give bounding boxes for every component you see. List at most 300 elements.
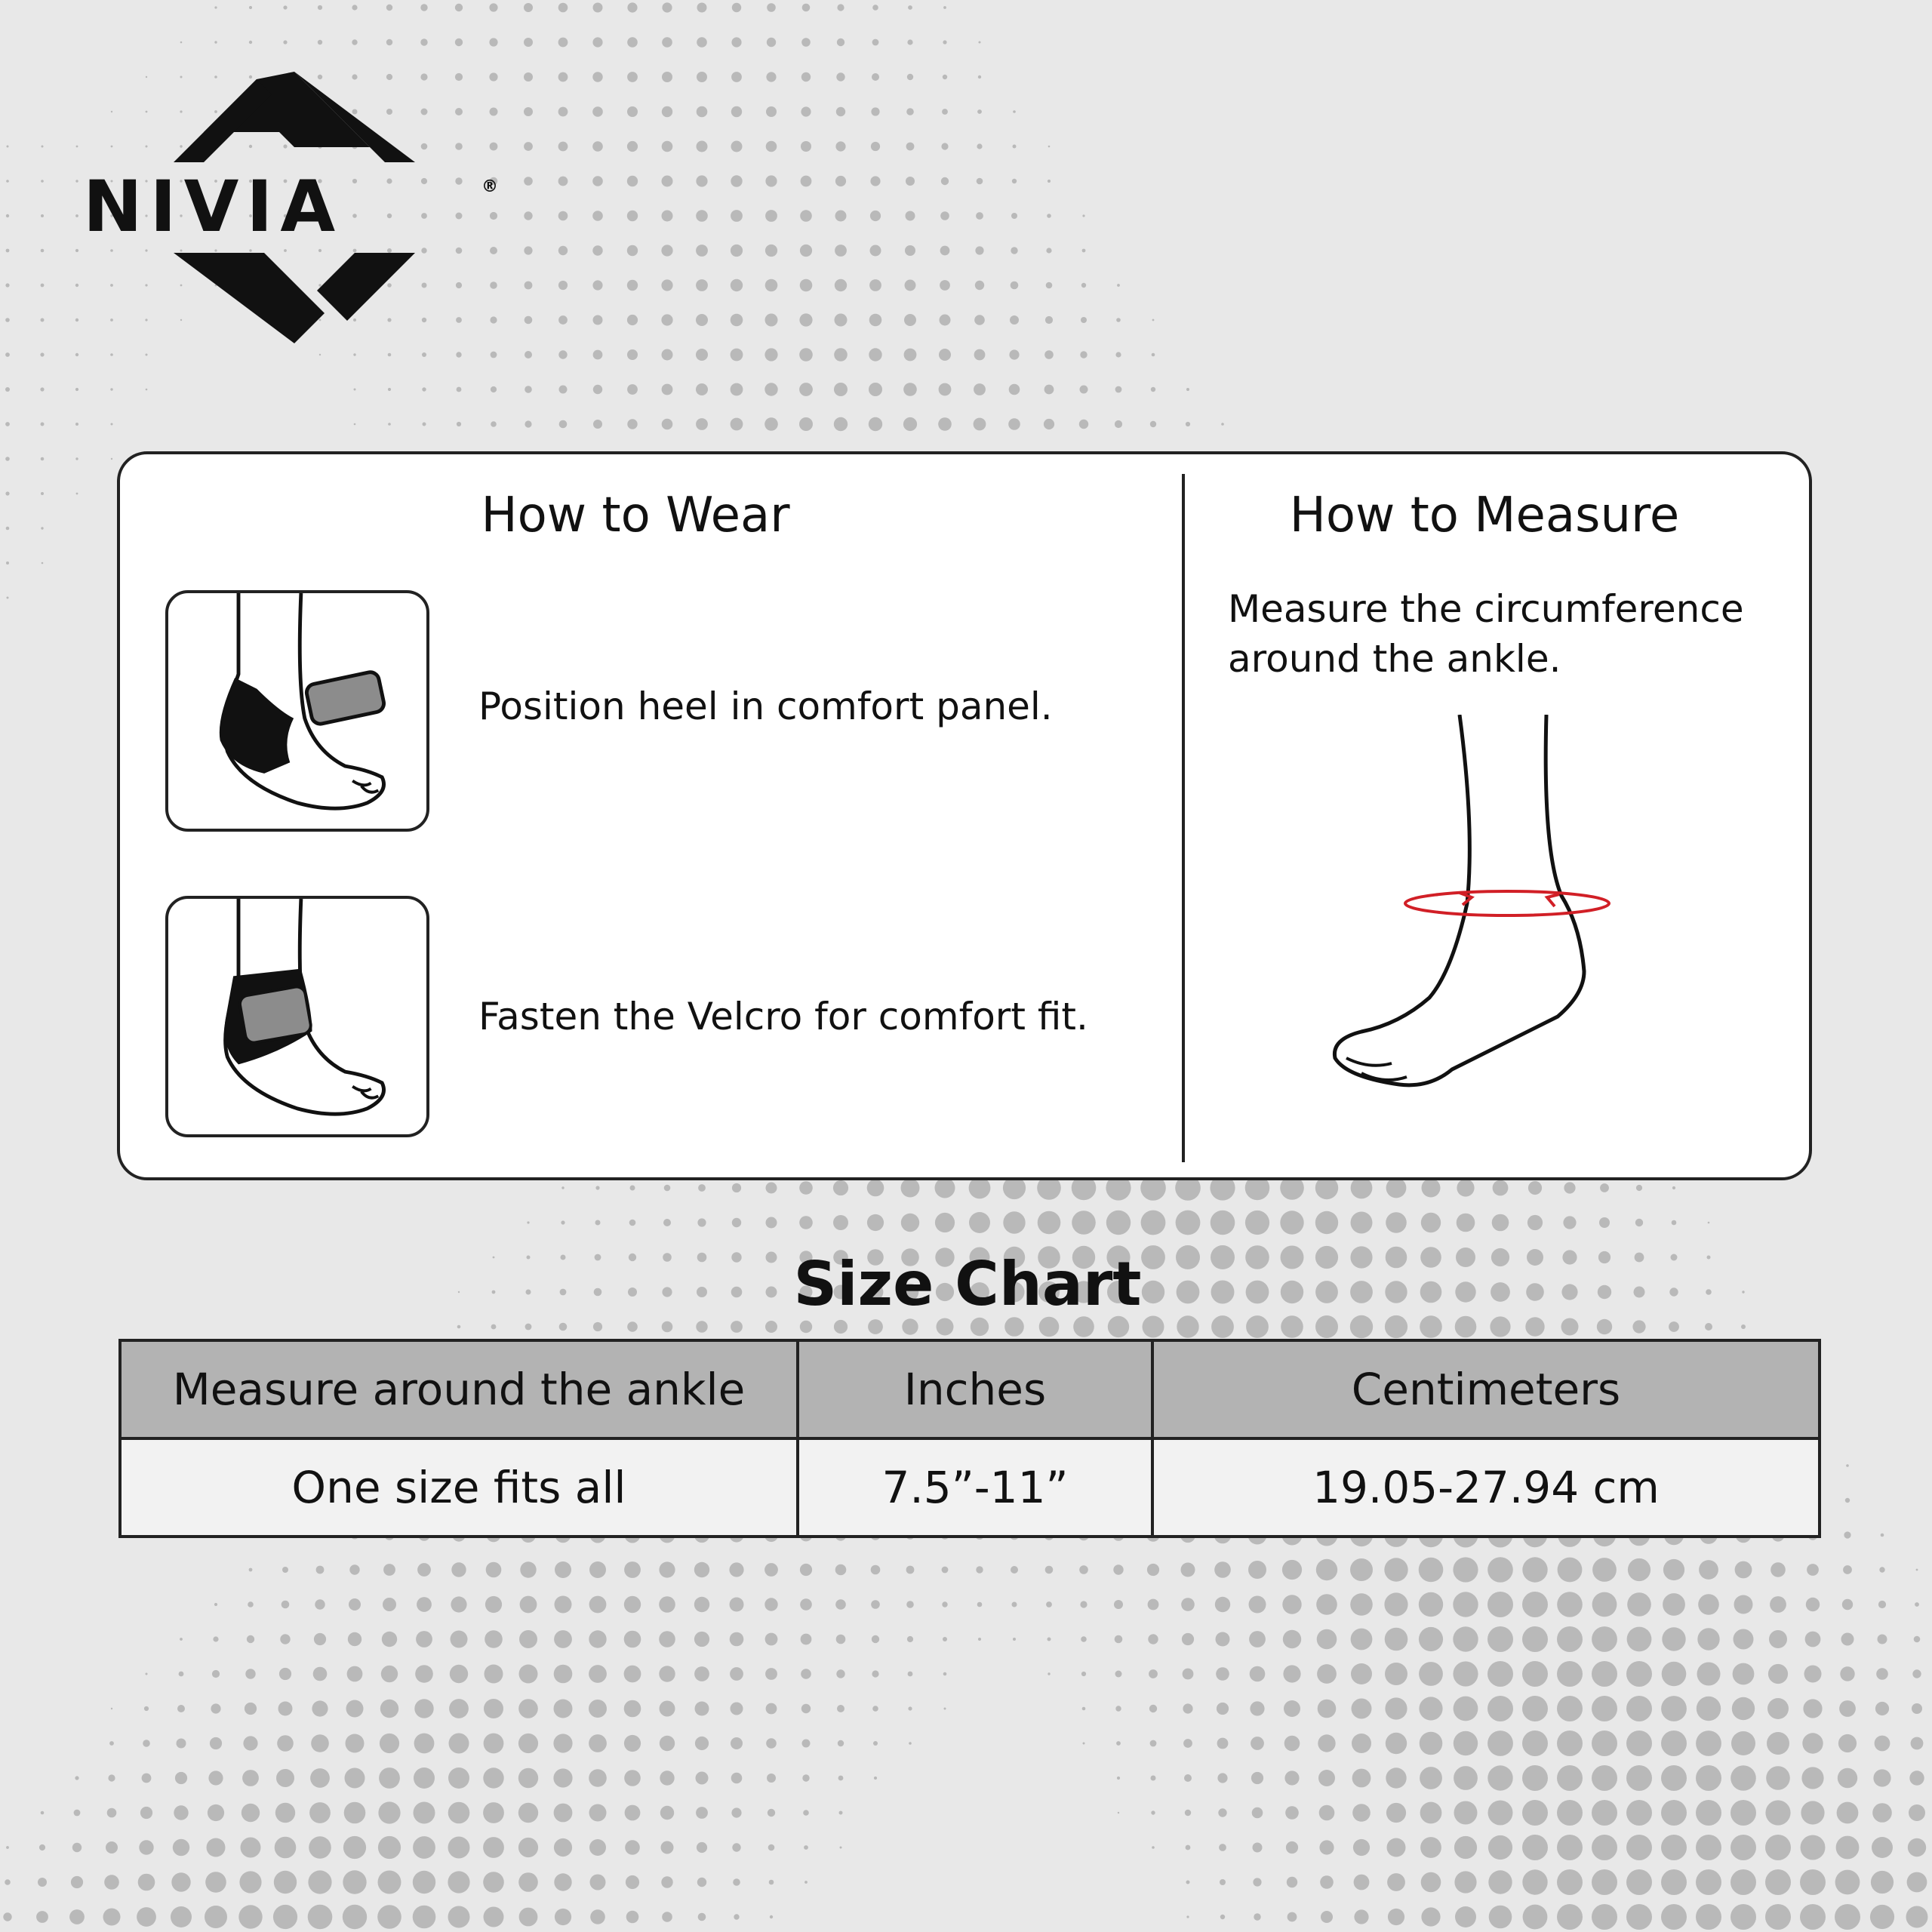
bg-dot: [1804, 1666, 1822, 1683]
bg-dot: [146, 1673, 148, 1675]
bg-dot: [457, 422, 461, 426]
bg-dot: [174, 1805, 188, 1820]
bg-dot: [108, 1774, 115, 1781]
logo-wordmark: NIVIA: [83, 166, 343, 248]
bg-dot: [413, 1836, 435, 1859]
bg-dot: [694, 1666, 709, 1681]
bg-dot: [1626, 1904, 1652, 1930]
bg-dot: [697, 37, 707, 48]
bg-dot: [75, 423, 78, 426]
bg-dot: [1837, 1802, 1859, 1824]
bg-dot: [1081, 317, 1087, 323]
bg-dot: [312, 1700, 328, 1716]
bg-dot: [208, 1804, 224, 1821]
bg-dot: [249, 41, 252, 44]
bg-dot: [802, 1774, 809, 1781]
bg-dot: [558, 142, 568, 152]
bg-dot: [624, 1770, 641, 1786]
bg-dot: [1386, 1212, 1407, 1233]
bg-dot: [1387, 1838, 1406, 1857]
bg-dot: [942, 1567, 949, 1574]
bg-dot: [519, 1665, 538, 1684]
bg-dot: [908, 5, 912, 10]
bg-dot: [1908, 1838, 1926, 1857]
bg-dot: [764, 383, 777, 395]
bg-dot: [1906, 1906, 1928, 1928]
bg-dot: [1318, 1700, 1337, 1718]
bg-dot: [277, 1735, 294, 1752]
bg-dot: [630, 1186, 635, 1191]
bg-dot: [1770, 1596, 1786, 1613]
bg-dot: [766, 1738, 777, 1749]
bg-dot: [627, 1321, 638, 1332]
bg-dot: [1841, 1633, 1854, 1646]
bg-dot: [345, 1768, 365, 1789]
bg-dot: [1186, 1915, 1189, 1918]
bg-dot: [7, 597, 9, 599]
bg-dot: [803, 1810, 809, 1816]
bg-dot: [1914, 1636, 1921, 1643]
bg-dot: [1422, 1179, 1441, 1198]
bg-dot: [592, 280, 602, 290]
bg-dot: [1286, 1841, 1298, 1854]
bg-dot: [1011, 1566, 1018, 1574]
bg-dot: [555, 1909, 571, 1925]
bg-dot: [1911, 1737, 1924, 1750]
bg-dot: [212, 1670, 220, 1678]
heel-position-illustration: [165, 590, 429, 832]
bg-dot: [662, 1912, 672, 1922]
bg-dot: [1839, 1700, 1856, 1717]
bg-dot: [1733, 1663, 1755, 1685]
bg-dot: [1252, 1807, 1263, 1819]
bg-dot: [1284, 1700, 1300, 1717]
bg-dot: [137, 1907, 156, 1927]
bg-dot: [492, 1291, 496, 1294]
bg-dot: [554, 1665, 573, 1684]
bg-dot: [1522, 1592, 1548, 1617]
bg-dot: [1116, 1741, 1121, 1746]
bg-dot: [1661, 1730, 1687, 1756]
bg-dot: [214, 1603, 217, 1606]
bg-dot: [664, 1185, 671, 1192]
bg-dot: [524, 107, 533, 116]
bg-dot: [592, 106, 603, 117]
bg-dot: [731, 106, 742, 117]
bg-dot: [1697, 1697, 1721, 1721]
bg-dot: [558, 281, 568, 290]
bg-dot: [1010, 315, 1019, 325]
bg-dot: [974, 349, 986, 361]
bg-dot: [1251, 1737, 1264, 1750]
bg-dot: [977, 1602, 983, 1607]
bg-dot: [838, 1776, 844, 1781]
bg-dot: [382, 1632, 397, 1647]
bg-dot: [1592, 1800, 1617, 1826]
bg-dot: [1283, 1665, 1300, 1682]
bg-dot: [833, 1215, 848, 1230]
bg-dot: [448, 1802, 470, 1824]
bg-dot: [1909, 1770, 1924, 1785]
bg-dot: [455, 4, 463, 11]
bg-dot: [1386, 1733, 1407, 1754]
bg-dot: [944, 1708, 946, 1710]
bg-dot: [1354, 1909, 1368, 1924]
bg-dot: [1280, 1211, 1303, 1234]
bg-dot: [1048, 146, 1051, 148]
bg-dot: [280, 1634, 290, 1644]
bg-dot: [732, 1183, 741, 1192]
bg-dot: [559, 420, 568, 429]
bg-dot: [346, 1700, 364, 1718]
bg-dot: [518, 1734, 538, 1753]
bg-dot: [1045, 316, 1053, 324]
bg-dot: [518, 1872, 538, 1892]
bg-dot: [593, 420, 602, 429]
bg-dot: [558, 38, 568, 48]
bg-dot: [1004, 1317, 1024, 1337]
bg-dot: [697, 1842, 707, 1853]
bg-dot: [836, 72, 844, 81]
bg-dot: [1879, 1567, 1884, 1572]
bg-dot: [1287, 1912, 1297, 1922]
bg-dot: [1628, 1558, 1651, 1581]
bg-dot: [1181, 1598, 1195, 1611]
bg-dot: [1487, 1696, 1513, 1721]
bg-dot: [283, 5, 287, 9]
bg-dot: [627, 106, 638, 117]
bg-dot: [731, 279, 743, 291]
bg-dot: [1216, 1632, 1230, 1647]
bg-dot: [595, 1186, 599, 1189]
bg-dot: [315, 1599, 325, 1609]
bg-dot: [38, 1878, 47, 1887]
bg-dot: [241, 1838, 261, 1858]
bg-dot: [422, 352, 426, 357]
bg-dot: [977, 143, 982, 149]
bg-dot: [1149, 1669, 1158, 1678]
bg-dot: [1142, 1281, 1164, 1303]
bg-dot: [801, 38, 811, 47]
bg-dot: [974, 383, 986, 395]
bg-dot: [1457, 1179, 1474, 1196]
bg-dot: [1419, 1558, 1444, 1583]
bg-dot: [1152, 1846, 1155, 1849]
bg-dot: [731, 72, 742, 82]
bg-dot: [308, 1905, 333, 1930]
bg-dot: [308, 1870, 331, 1894]
bg-dot: [7, 146, 9, 148]
bg-dot: [71, 1876, 83, 1888]
bg-dot: [589, 1596, 607, 1614]
bg-dot: [1767, 1732, 1789, 1755]
column-header: Centimeters: [1152, 1340, 1820, 1438]
bg-dot: [1080, 351, 1087, 358]
bg-dot: [1009, 384, 1020, 395]
bg-dot: [344, 1802, 366, 1824]
bg-dot: [205, 1906, 227, 1928]
bg-dot: [1151, 1776, 1156, 1781]
bg-dot: [1421, 1907, 1440, 1926]
bg-dot: [942, 1601, 947, 1607]
bg-dot: [1388, 1909, 1404, 1925]
bg-dot: [626, 1875, 639, 1889]
bg-dot: [242, 1804, 260, 1822]
bg-dot: [1907, 1872, 1927, 1893]
bg-dot: [1769, 1630, 1787, 1648]
bg-dot: [907, 39, 912, 45]
bg-dot: [698, 1913, 706, 1921]
bg-dot: [1454, 1731, 1478, 1755]
bg-dot: [1699, 1560, 1718, 1580]
bg-dot: [1250, 1701, 1264, 1715]
bg-dot: [1838, 1734, 1857, 1752]
bg-dot: [590, 1909, 605, 1924]
bg-dot: [489, 3, 497, 11]
bg-dot: [483, 1837, 504, 1858]
bg-dot: [1661, 1904, 1687, 1930]
bg-dot: [1626, 1800, 1652, 1826]
bg-dot: [458, 1291, 460, 1293]
bg-dot: [520, 1596, 537, 1614]
bg-dot: [804, 1881, 808, 1884]
bg-dot: [388, 423, 391, 426]
step-1-text: Position heel in comfort panel.: [478, 685, 1053, 728]
bg-dot: [801, 1634, 812, 1645]
bg-dot: [1592, 1592, 1617, 1617]
bg-dot: [75, 180, 78, 182]
bg-dot: [660, 1770, 674, 1785]
bg-dot: [110, 353, 113, 356]
bg-dot: [1765, 1835, 1791, 1860]
bg-dot: [696, 349, 708, 361]
bg-dot: [940, 280, 950, 291]
bg-dot: [6, 214, 9, 217]
bg-dot: [1215, 1597, 1230, 1612]
bg-dot: [872, 39, 879, 46]
bg-dot: [1186, 1845, 1191, 1850]
bg-dot: [386, 39, 392, 45]
bg-dot: [1592, 1730, 1617, 1756]
bg-dot: [378, 1801, 400, 1823]
bg-dot: [106, 1841, 118, 1854]
bg-dot: [41, 527, 43, 529]
bg-dot: [589, 1734, 607, 1752]
bg-dot: [526, 1290, 531, 1295]
bg-dot: [554, 1700, 573, 1718]
bg-dot: [5, 352, 10, 357]
bg-dot: [659, 1666, 675, 1681]
bg-dot: [941, 143, 948, 149]
bg-dot: [525, 1324, 532, 1331]
bg-dot: [349, 1598, 361, 1611]
bg-dot: [870, 176, 880, 186]
bg-dot: [662, 1321, 673, 1333]
bg-dot: [1734, 1629, 1754, 1650]
bg-dot: [207, 1838, 226, 1857]
bg-dot: [1281, 1246, 1304, 1269]
bg-dot: [801, 1669, 811, 1679]
bg-dot: [1525, 1317, 1544, 1336]
bg-dot: [1561, 1284, 1577, 1300]
bg-dot: [41, 214, 44, 217]
bg-dot: [731, 1703, 743, 1715]
bg-dot: [661, 314, 672, 325]
bg-dot: [420, 4, 427, 11]
bg-dot: [942, 109, 948, 115]
bg-dot: [1592, 1904, 1617, 1930]
bg-dot: [1148, 1599, 1159, 1611]
bg-dot: [1385, 1315, 1407, 1338]
bg-dot: [76, 146, 78, 148]
bg-dot: [872, 73, 879, 81]
bg-dot: [1487, 1765, 1512, 1790]
bg-dot: [343, 1905, 367, 1929]
bg-dot: [662, 2, 672, 12]
bg-dot: [111, 1708, 112, 1709]
how-to-measure-title: How to Measure: [1289, 488, 1680, 543]
bg-dot: [423, 423, 426, 426]
bg-dot: [1672, 1186, 1675, 1189]
bg-dot: [1248, 1561, 1266, 1579]
step-2-text: Fasten the Velcro for comfort fit.: [478, 995, 1088, 1038]
bg-dot: [1597, 1319, 1612, 1334]
bg-dot: [1386, 1803, 1406, 1823]
bg-dot: [627, 72, 638, 82]
bg-dot: [1490, 1316, 1510, 1337]
bg-dot: [835, 211, 847, 222]
bg-dot: [1419, 1627, 1443, 1651]
bg-dot: [1186, 422, 1190, 426]
bg-dot: [801, 176, 812, 187]
bg-dot: [731, 210, 743, 222]
bg-dot: [175, 1772, 187, 1784]
bg-dot: [1455, 1906, 1476, 1927]
bg-dot: [1735, 1561, 1752, 1579]
bg-dot: [527, 1221, 529, 1223]
bg-dot: [870, 211, 881, 221]
bg-dot: [592, 72, 602, 82]
bg-dot: [1079, 1565, 1088, 1574]
bg-dot: [1011, 213, 1017, 219]
bg-dot: [40, 352, 44, 356]
bg-dot: [353, 353, 355, 355]
bg-dot: [249, 1568, 253, 1572]
bg-dot: [413, 1906, 436, 1929]
bg-dot: [906, 108, 914, 115]
bg-dot: [1285, 1806, 1299, 1820]
bg-dot: [139, 1840, 153, 1854]
bg-dot: [662, 1287, 672, 1297]
bg-dot: [1842, 1599, 1853, 1610]
bg-dot: [1419, 1592, 1443, 1617]
bg-dot: [1081, 1636, 1087, 1642]
bg-dot: [352, 5, 357, 10]
bg-dot: [1557, 1765, 1583, 1791]
bg-dot: [414, 1699, 433, 1718]
bg-dot: [976, 212, 983, 220]
bg-dot: [902, 1318, 918, 1334]
bg-dot: [527, 1256, 531, 1260]
bg-dot: [694, 1632, 709, 1647]
bg-dot: [1282, 1595, 1301, 1614]
bg-dot: [1048, 1638, 1051, 1641]
bg-dot: [766, 141, 777, 152]
bg-dot: [800, 210, 812, 222]
bg-dot: [835, 1564, 847, 1576]
bg-dot: [1219, 1844, 1226, 1851]
bg-dot: [802, 4, 811, 12]
bg-dot: [731, 1252, 741, 1262]
bg-dot: [1315, 1211, 1338, 1234]
bg-dot: [1177, 1281, 1200, 1304]
bg-dot: [594, 1288, 602, 1297]
bg-dot: [1661, 1869, 1687, 1895]
velcro-fasten-illustration: [165, 896, 429, 1137]
bg-dot: [1185, 1810, 1191, 1816]
table-row: [120, 1438, 1820, 1537]
bg-dot: [765, 279, 778, 292]
bg-dot: [5, 422, 10, 426]
bg-dot: [144, 1706, 149, 1711]
bg-dot: [799, 383, 813, 396]
bg-dot: [146, 354, 148, 356]
bg-dot: [1455, 1316, 1477, 1338]
bg-dot: [380, 1700, 398, 1718]
bg-dot: [1386, 1247, 1407, 1269]
bg-dot: [211, 1703, 220, 1713]
bg-dot: [837, 4, 844, 11]
bg-dot: [283, 40, 287, 44]
bg-dot: [1386, 1767, 1406, 1788]
bg-dot: [800, 1598, 812, 1611]
bg-dot: [416, 1631, 432, 1647]
bg-dot: [627, 245, 638, 256]
bg-dot: [731, 1773, 743, 1784]
bg-dot: [940, 211, 949, 220]
bg-dot: [904, 349, 917, 361]
bg-dot: [1698, 1594, 1719, 1615]
bg-dot: [868, 1319, 883, 1334]
bg-dot: [764, 417, 778, 431]
bg-dot: [180, 42, 183, 44]
bg-dot: [834, 417, 848, 431]
bg-dot: [1626, 1730, 1652, 1756]
bg-dot: [660, 1806, 674, 1820]
bg-dot: [662, 211, 673, 222]
bg-dot: [1454, 1697, 1478, 1721]
bg-dot: [1351, 1212, 1373, 1234]
bg-dot: [592, 176, 603, 186]
bg-dot: [1661, 1696, 1687, 1721]
bg-dot: [1706, 1289, 1712, 1295]
bg-dot: [1284, 1770, 1299, 1785]
bg-dot: [555, 1596, 572, 1614]
bg-dot: [802, 1740, 811, 1748]
bg-dot: [1835, 1904, 1860, 1930]
bg-dot: [448, 1906, 470, 1928]
bg-dot: [273, 1905, 297, 1929]
bg-dot: [1562, 1250, 1577, 1264]
bg-dot: [1176, 1211, 1201, 1235]
bg-dot: [731, 141, 743, 152]
bg-dot: [343, 1836, 366, 1859]
bg-dot: [381, 1666, 398, 1682]
bg-dot: [731, 349, 743, 361]
bg-dot: [731, 1287, 743, 1298]
bg-dot: [1557, 1730, 1583, 1756]
bg-dot: [696, 279, 708, 291]
